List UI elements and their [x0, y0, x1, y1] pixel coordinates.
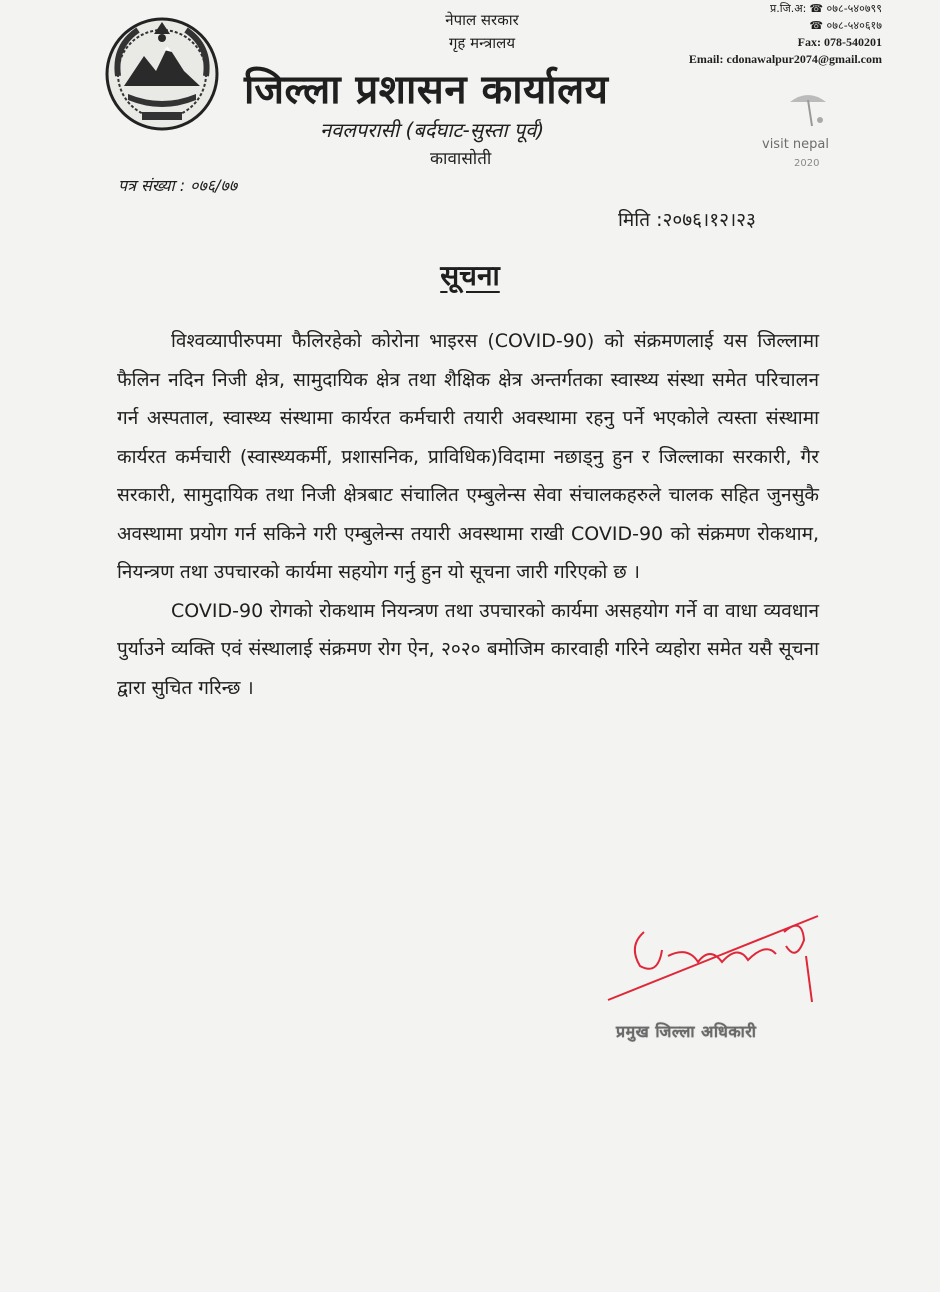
town-name: कावासोती	[430, 149, 492, 169]
cdo-phone: ☎ ०७८-५४०७९९	[809, 2, 882, 15]
notice-body	[117, 322, 819, 707]
cdo-phone-label: प्र.जि.अ:	[769, 2, 807, 15]
contact-block	[689, 0, 882, 68]
document-date: मिति :२०७६।१२।२३	[618, 209, 756, 231]
body-paragraph-2: COVID-90 रोगको रोकथाम नियन्त्रण तथा उपचारको कार्यमा असहयोग गर्ने वा वाधा व्यवधान पुर्याउने व्यक्ति एवं संस्थालाई संक्रमण रोग ऐन, २०२० बमोजिम कारवाही गरिने व्यहोरा समेत यसै सूचना द्वारा सुचित गरिन्छ ।	[117, 599, 819, 699]
government-name: नेपाल सरकार	[445, 11, 519, 29]
official-title-stamp: प्रमुख जिल्ला अधिकारी	[616, 1022, 757, 1041]
visit-nepal-logo-icon	[760, 86, 870, 172]
office-phone: ☎ ०७८-५४०६१७	[809, 19, 882, 32]
notice-title-text: सूचना	[440, 259, 500, 292]
email-address: Email: cdonawalpur2074@gmail.com	[688, 52, 882, 66]
ministry-name: गृह मन्त्रालय	[448, 34, 516, 52]
notice-title	[0, 256, 940, 294]
body-paragraph-1: विश्वव्यापीरुपमा फैलिरहेको कोरोना भाइरस (COVID-90) को संक्रमणलाई यस जिल्लामा फैलिन नदिन निजी क्षेत्र, सामुदायिक क्षेत्र तथा शैक्षिक क्षेत्र अन्तर्गतका स्वास्थ्य संस्था समेत परिचालन गर्न अस्पताल, स्वास्थ्य संस्थामा कार्यरत कर्मचारी तयारी अवस्थामा रहनु पर्ने भएकोले त्यस्ता संस्थामा कार्यरत कर्मचारी (स्वास्थ्यकर्मी, प्रशासनिक, प्राविधिक)विदामा नछाड्नु हुन र जिल्लाका सरकारी, गैर सरकारी, सामुदायिक तथा निजी क्षेत्रबाट संचालित एम्बुलेन्स सेवा संचालकहरुले चालक सहित जुनसुकै अवस्थामा प्रयोग गर्न सकिने गरी एम्बुलेन्स तयारी अवस्थामा राखी COVID-90 को संक्रमण रोकथाम, नियन्त्रण तथा उपचारको कार्यमा सहयोग गर्नु हुन यो सूचना जारी गरिएको छ ।	[117, 330, 819, 583]
fax-number: Fax: 078-540201	[797, 35, 882, 49]
visit-nepal-text: visit nepal	[762, 137, 829, 152]
signature-icon	[598, 906, 828, 1016]
visit-nepal-year: 2020	[794, 158, 820, 169]
reference-number: पत्र संख्या : ०७६/७७	[118, 176, 238, 195]
district-name: नवलपरासी (बर्दघाट-सुस्ता पूर्व)	[320, 118, 545, 142]
office-title: जिल्ला प्रशासन कार्यालय	[244, 67, 609, 113]
